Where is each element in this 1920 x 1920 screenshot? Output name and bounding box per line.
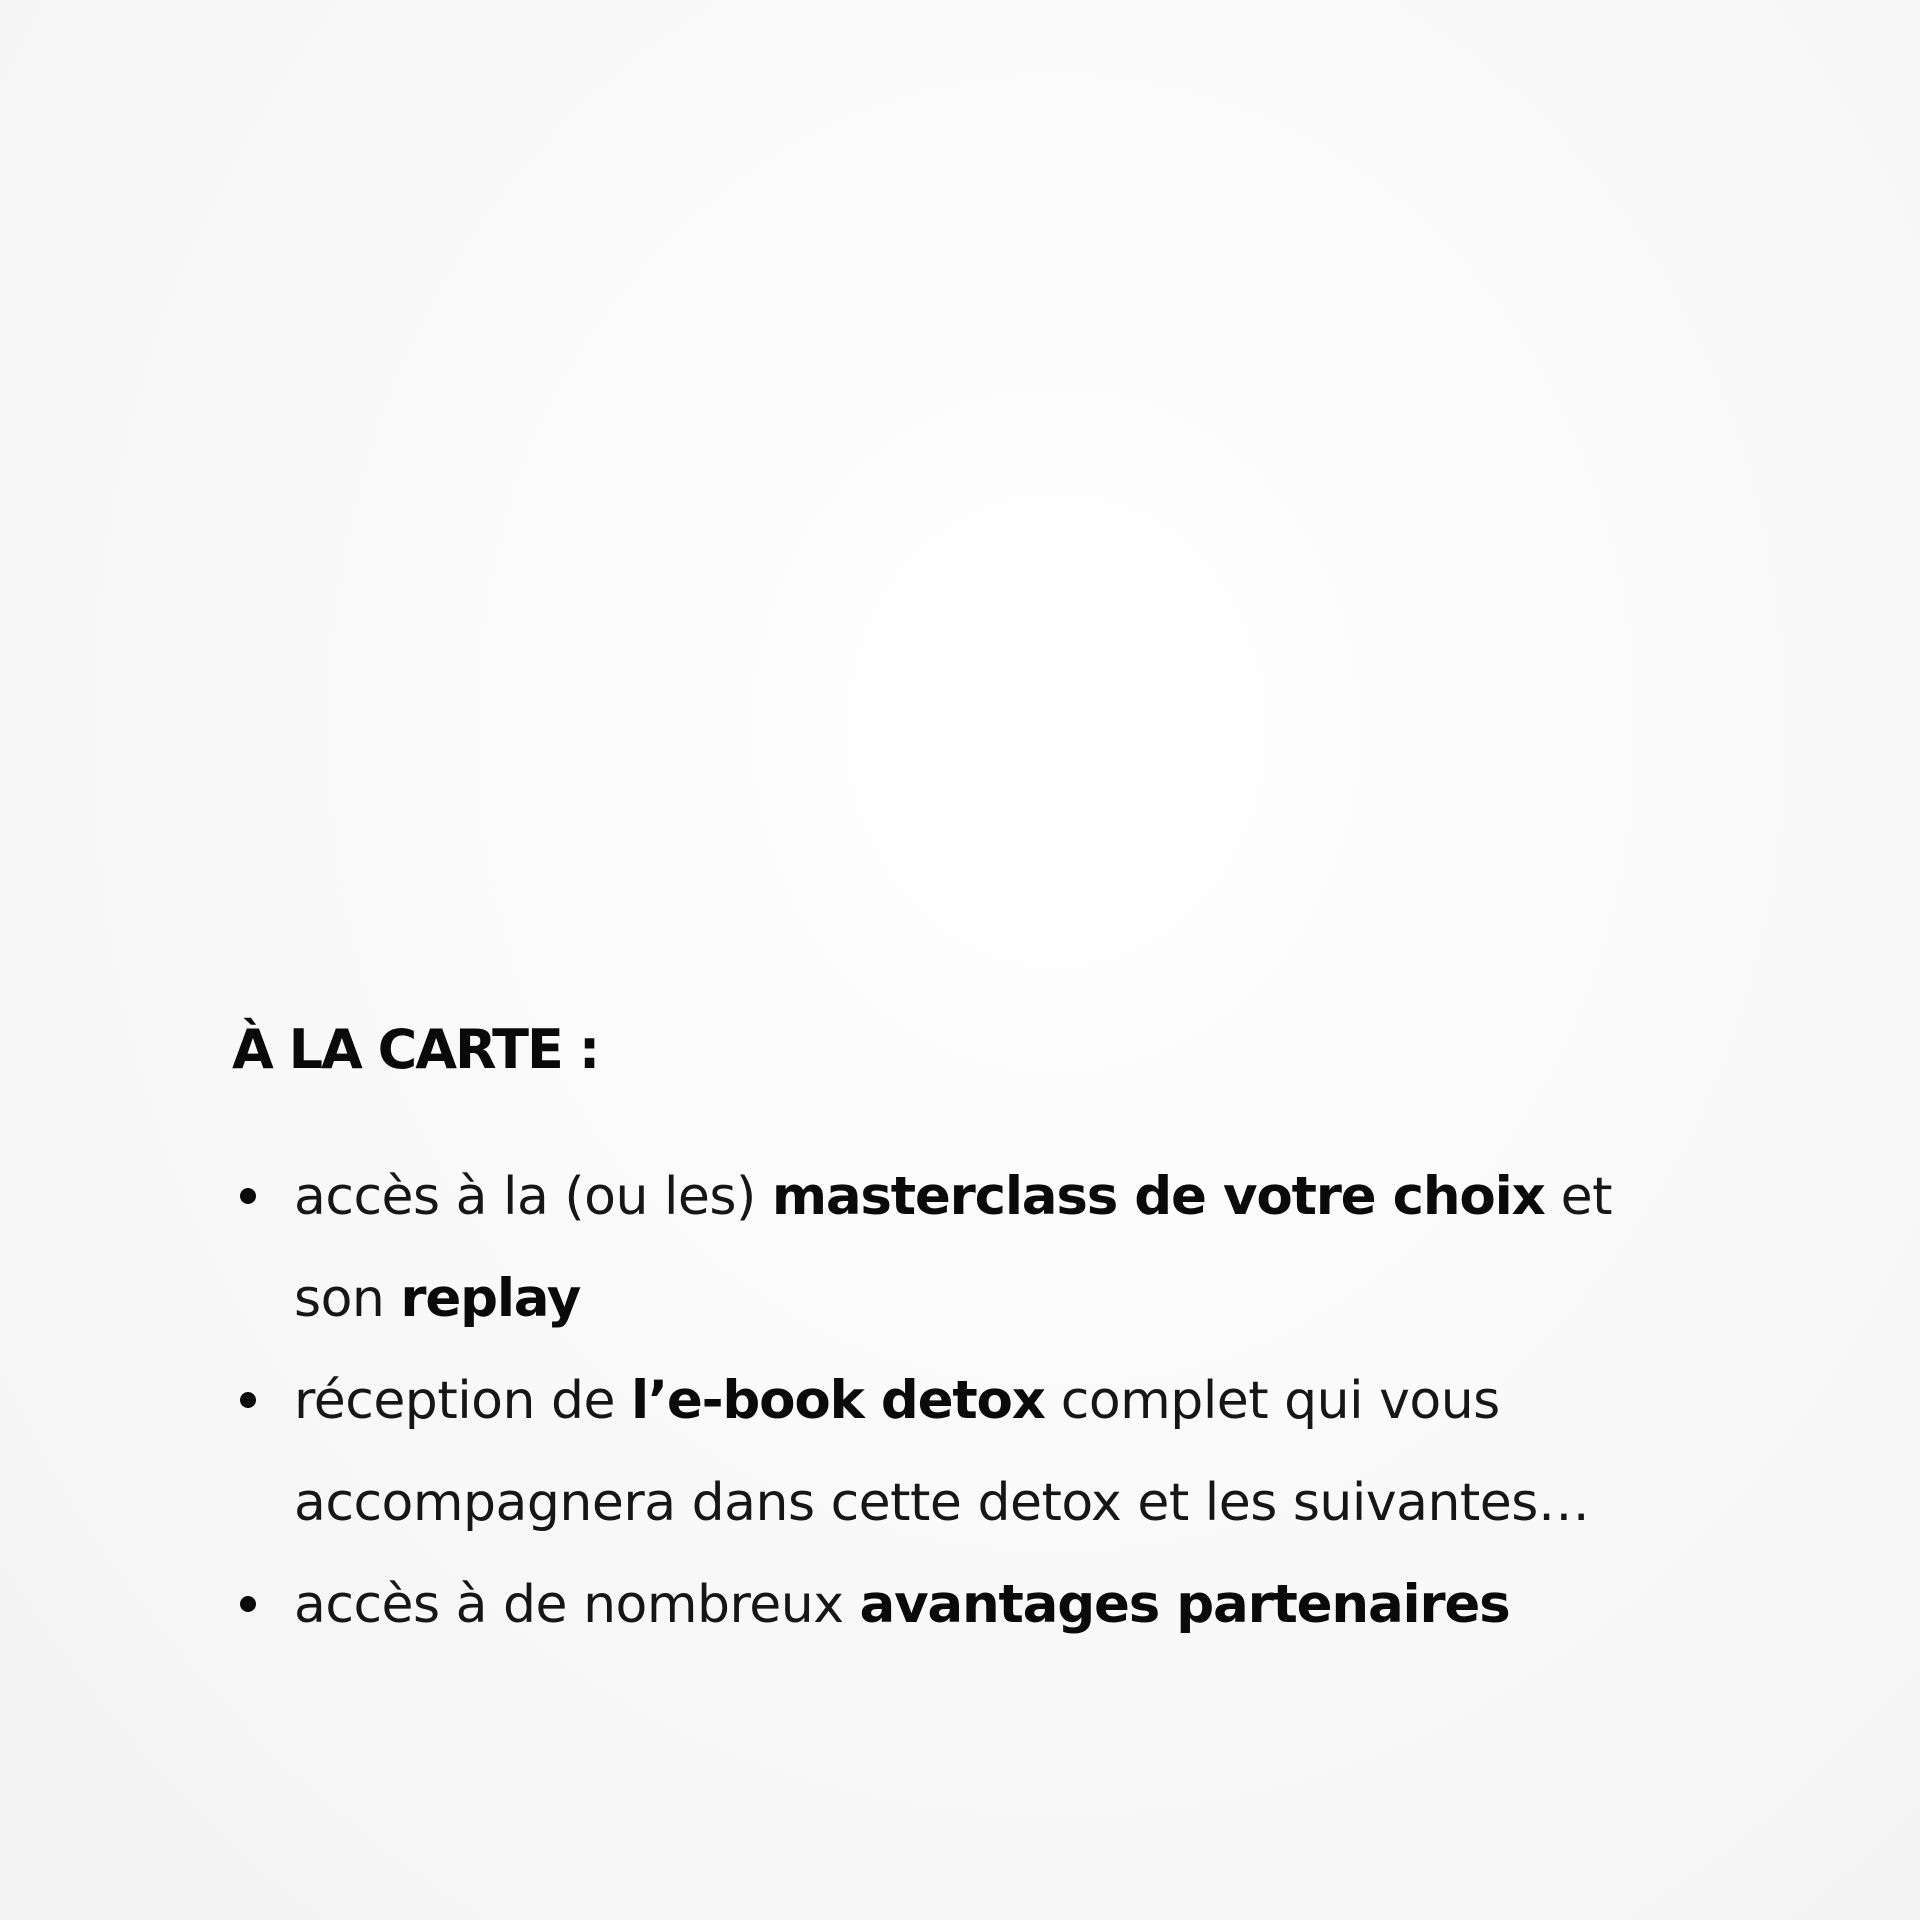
benefits-list [232,1146,1792,1656]
item-text: complet qui vous [1044,1371,1500,1431]
item-line [294,1554,1792,1656]
item-text: accès à la (ou les) [294,1167,772,1227]
item-text: et [1544,1167,1612,1227]
item-highlight: l’e-book detox [630,1370,1045,1431]
item-highlight: replay [400,1268,581,1329]
item-line [294,1146,1792,1248]
list-item [232,1146,1792,1350]
offer-card [232,1010,1792,1656]
bullet-icon [240,1188,256,1204]
item-line [294,1350,1792,1452]
item-text: accompagnera dans cette detox et les suivantes… [294,1473,1590,1533]
bullet-icon [240,1596,256,1612]
item-line [294,1248,1792,1350]
item-text: réception de [294,1371,631,1431]
item-highlight: masterclass de votre choix [771,1166,1545,1227]
item-line [294,1452,1792,1554]
item-text: son [294,1269,401,1329]
section-heading: À LA CARTE : [232,1018,599,1081]
bullet-icon [240,1392,256,1408]
item-text: accès à de nombreux [294,1575,860,1635]
list-item [232,1554,1792,1656]
item-highlight: avantages partenaires [859,1574,1510,1635]
list-item [232,1350,1792,1554]
